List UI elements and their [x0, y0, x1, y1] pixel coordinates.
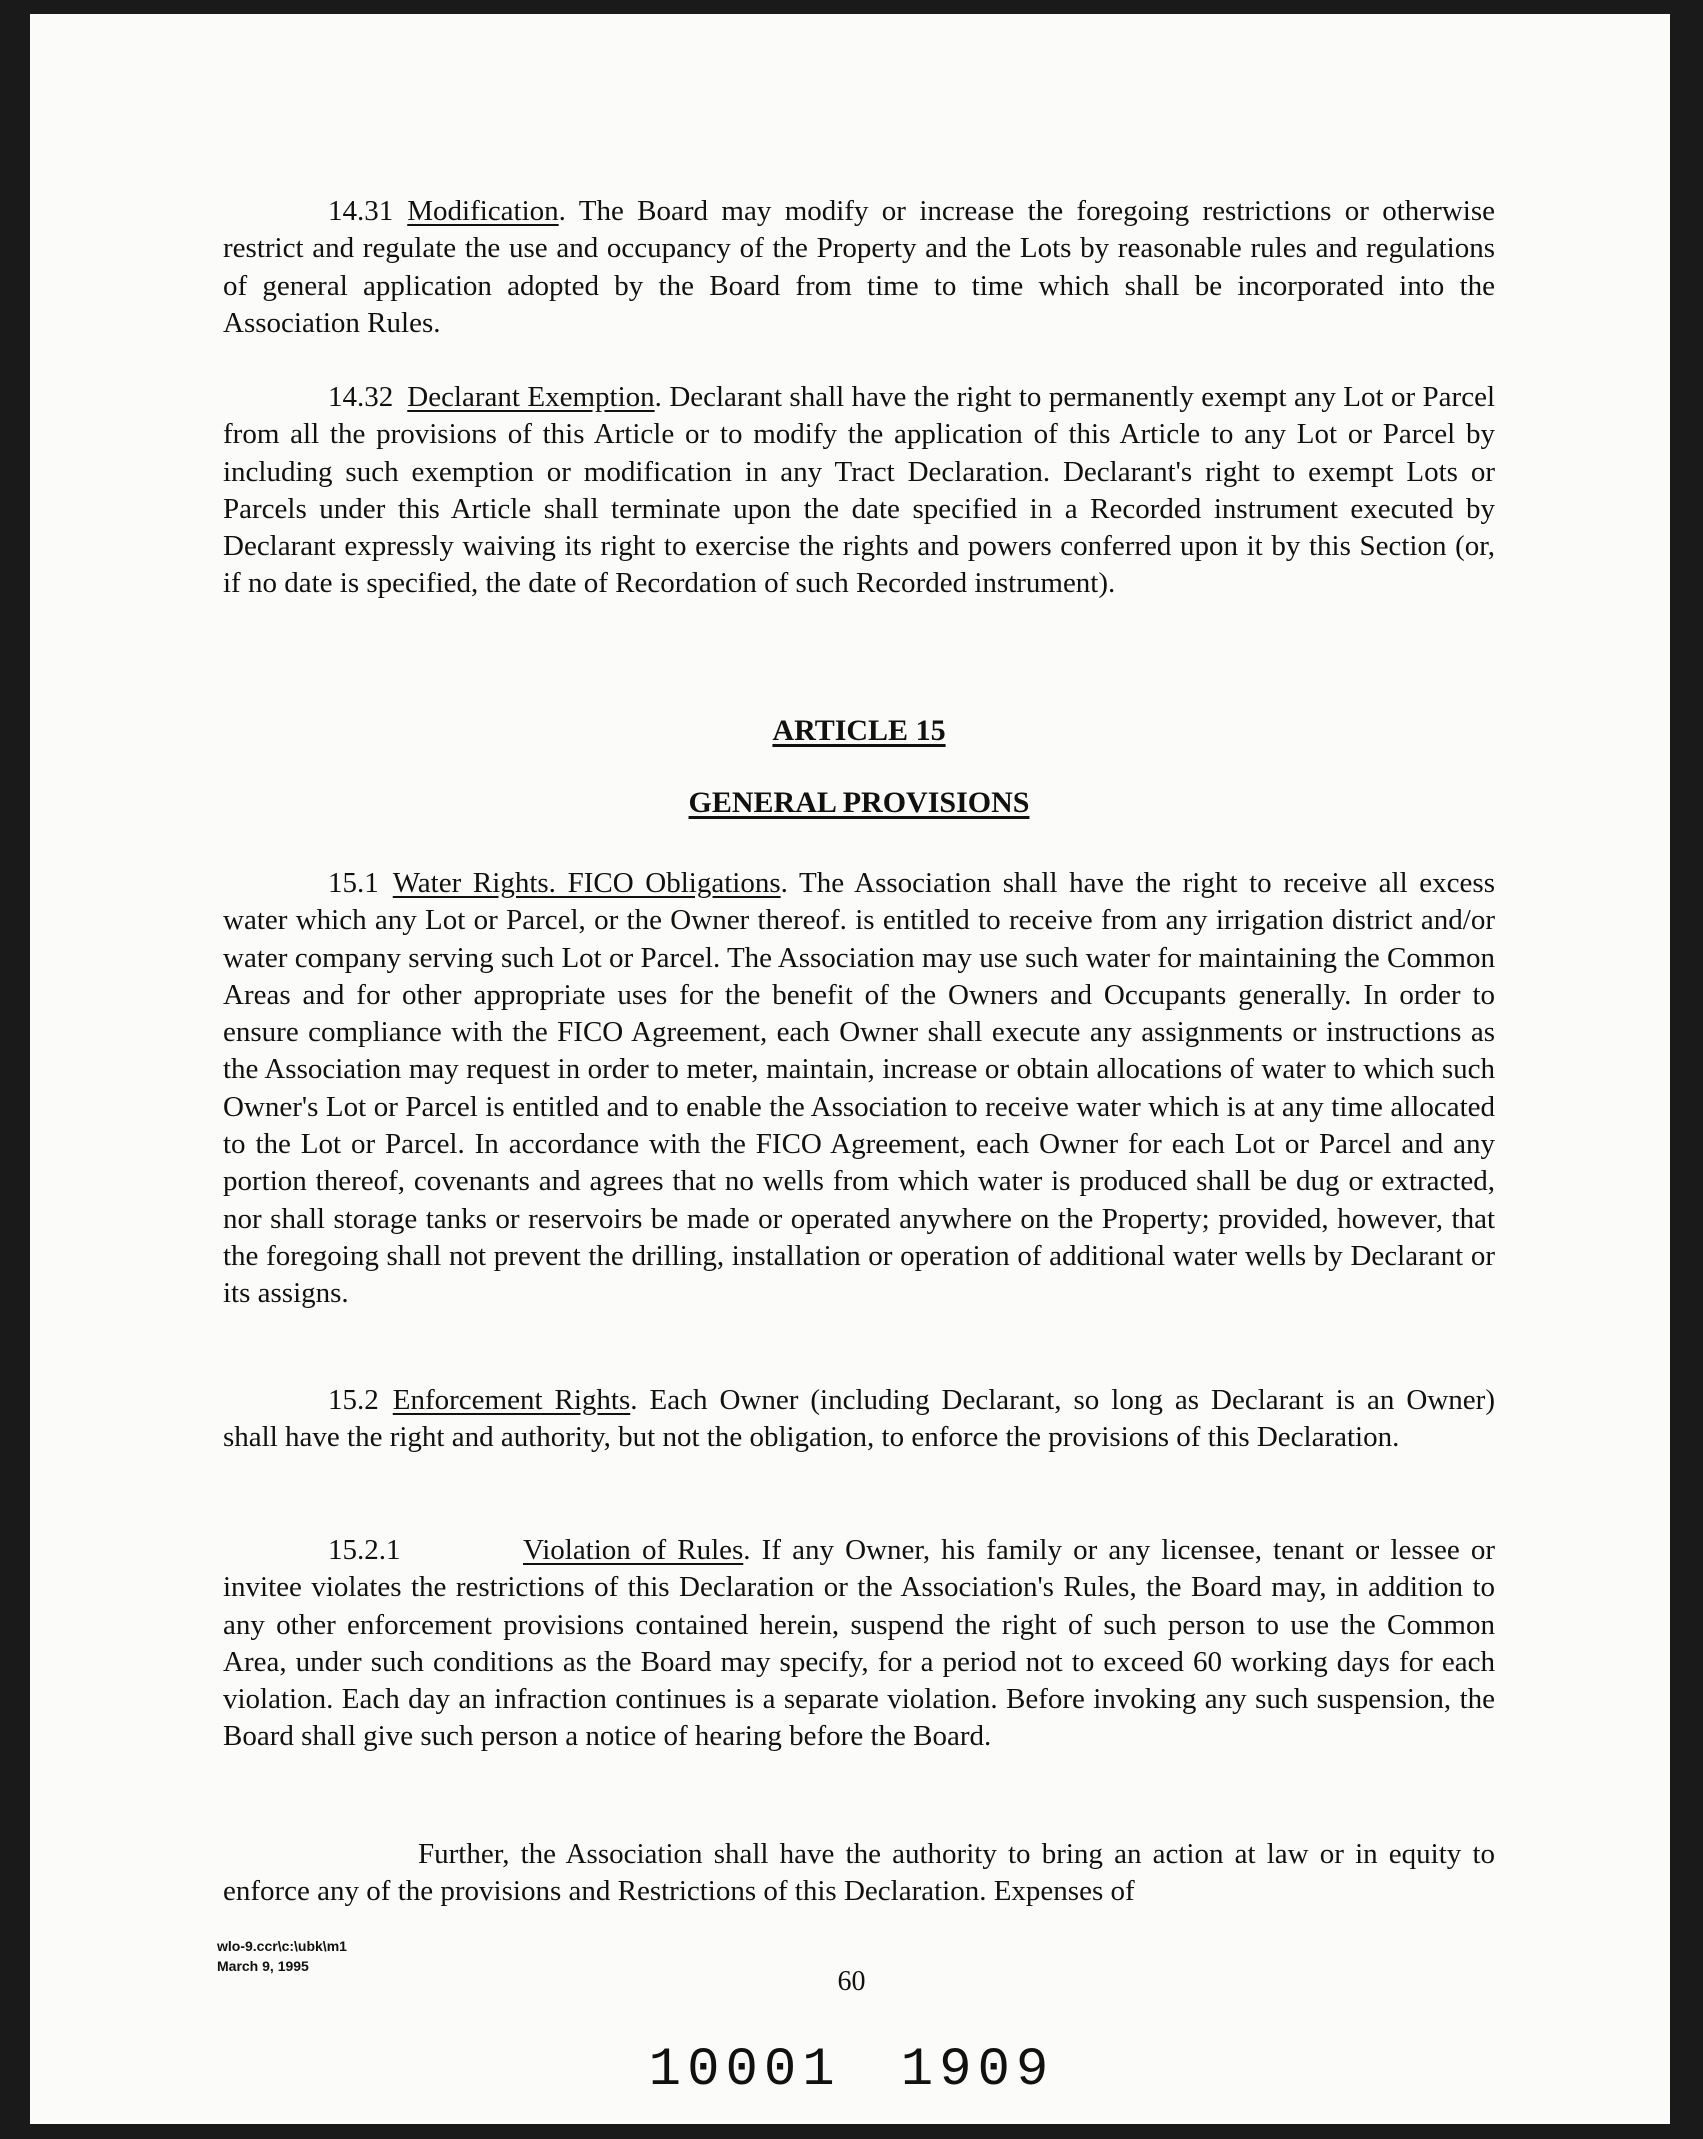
article-title: GENERAL PROVISIONS	[688, 786, 1030, 819]
section-number: 15.2	[328, 1384, 379, 1416]
footer-date: March 9, 1995	[217, 1958, 309, 1974]
section-text: . The Association shall have the right to receive all excess water which any Lot or Parcel, or the Owner thereof. is entitled to receive from any irrigation district and/or water company serving such Lot or Parcel. The Association may use such water for maintaining the Common Areas and for other appropriate uses for the benefit of the Owners and Occupants generally. In order to ensure compliance with the FICO Agreement, each Owner shall execute any assignments or instructions as the Association may request in order to meter, maintain, increase or obtain allocations of water to which such Owner's Lot or Parcel is entitled and to enable the Association to receive water which is at any time allocated to the Lot or Parcel. In accordance with the FICO Agreement, each Owner for each Lot or Parcel and any portion thereof, covenants and agrees that no wells from which water is produced shall be dug or extracted, nor shall storage tanks or reservoirs be made or operated anywhere on the Property; provided, however, that the foregoing shall not prevent the drilling, installation or operation of additional water wells by Declarant or its assigns.	[223, 867, 1495, 1310]
file-reference: wlo-9.ccr\c:\ubk\m1	[217, 1938, 347, 1954]
document-number	[0, 2040, 1703, 2101]
section-title: Declarant Exemption	[407, 381, 655, 413]
section-text: . Each Owner (including Declarant, so long as Declarant is an Owner) shall have the right and authority, but not the obligation, to enforce the provisions of this Declaration.	[223, 1384, 1495, 1454]
section-text: . If any Owner, his family or any licensee, tenant or lessee or invitee violates the restrictions of this Declaration or the Association's Rules, the Board may, in addition to any other enforcement provisions contained herein, suspend the right of such person to use the Common Area, under such conditions as the Board may specify, for a period not to exceed 60 working days for each violation. Each day an infraction continues is a separate violation. Before invoking any such suspension, the Board shall give such person a notice of hearing before the Board.	[223, 1534, 1496, 1753]
section-title: Water Rights. FICO Obligations	[392, 867, 781, 899]
document-number-part-a: 10001	[648, 2040, 841, 2101]
section-14-31	[223, 193, 1495, 342]
document-number-part-b: 1909	[900, 2040, 1055, 2101]
page-number: 60	[837, 1966, 866, 1997]
section-text: . The Board may modify or increase the foregoing restrictions or otherwise restrict and regulate the use and occupancy of the Property and the Lots by reasonable rules and regulations of general application adopted by the Board from time to time which shall be incorporated into the Association Rules.	[223, 195, 1495, 339]
section-title: Violation of Rules	[523, 1534, 744, 1566]
section-number: 15.2.1	[328, 1534, 401, 1566]
further-paragraph	[223, 1836, 1495, 1911]
section-15-2	[223, 1382, 1495, 1457]
paragraph-text: Further, the Association shall have the authority to bring an action at law or in equity to enforce any of the provisions and Restrictions of this Declaration. Expenses of	[223, 1838, 1495, 1908]
section-title: Modification	[407, 195, 559, 227]
section-15-1	[223, 865, 1495, 1313]
section-number: 14.32	[328, 381, 394, 413]
section-14-32	[223, 379, 1495, 603]
section-15-2-1	[223, 1532, 1495, 1756]
section-text: . Declarant shall have the right to permanently exempt any Lot or Parcel from all the provisions of this Article or to modify the application of this Article to any Lot or Parcel by including such exemption or modification in any Tract Declaration. Declarant's right to exempt Lots or Parcels under this Article shall terminate upon the date specified in a Recorded instrument executed by Declarant expressly waiving its right to exercise the rights and powers conferred upon it by this Section (or, if no date is specified, the date of Recordation of such Recorded instrument).	[223, 381, 1495, 600]
section-number: 14.31	[328, 195, 394, 227]
article-heading: ARTICLE 15	[772, 714, 946, 747]
section-number: 15.1	[328, 867, 379, 899]
section-title: Enforcement Rights	[392, 1384, 631, 1416]
